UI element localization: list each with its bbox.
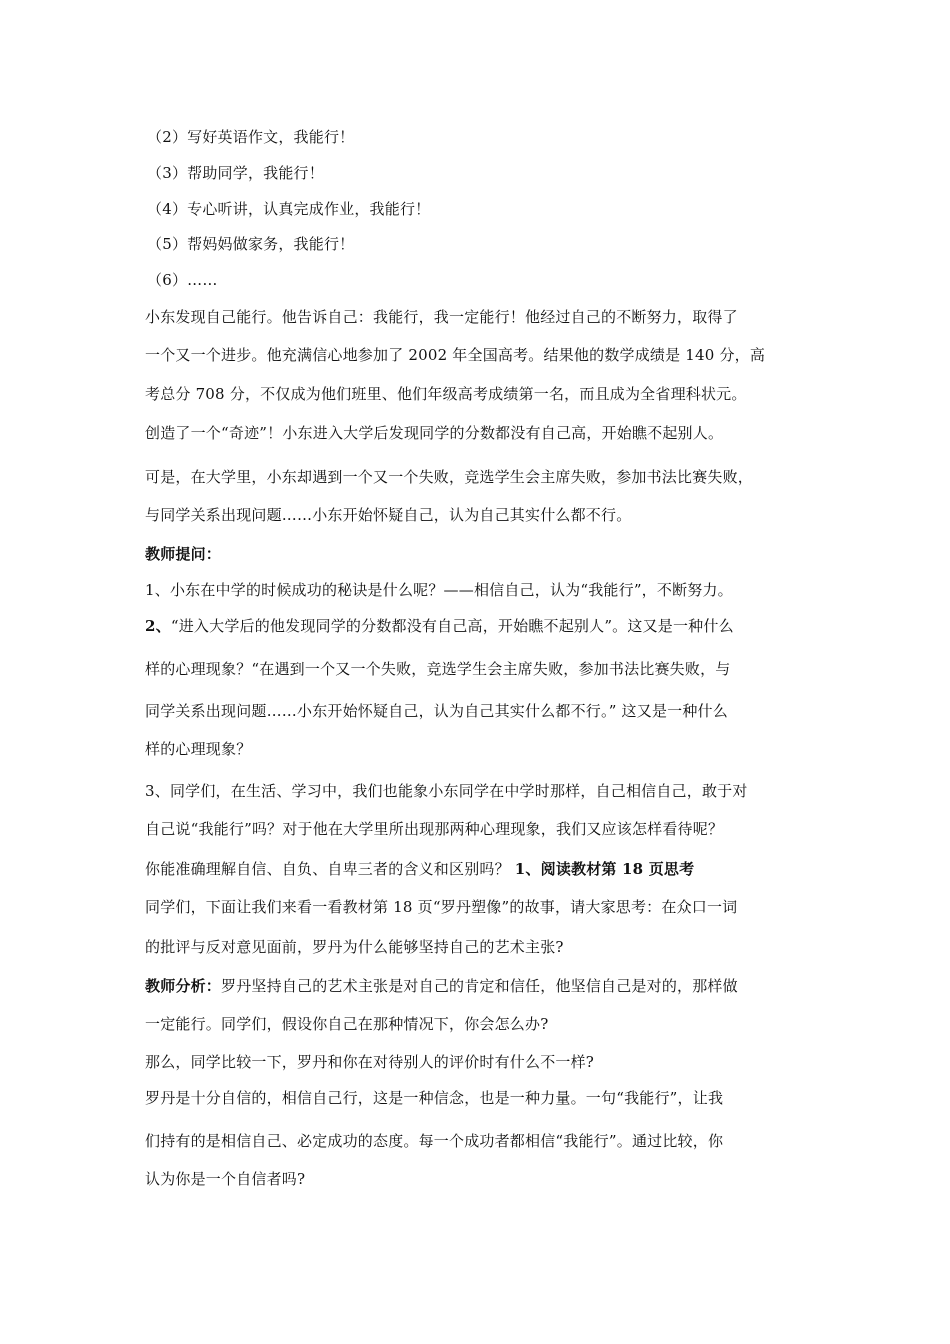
question-2-text: “进入大学后的他发现同学的分数都没有自己高，开始瞧不起别人”。这又是一种什么 xyxy=(170,617,734,635)
list-item: （3）帮助同学，我能行！ xyxy=(147,164,324,182)
teacher-analysis-text: 罗丹坚持自己的艺术主张是对自己的肯定和信任，他坚信自己是对的，那样做 xyxy=(221,977,738,995)
rodin-paragraph-line: 同学们，下面让我们来看一看教材第 18 页“罗丹塑像”的故事，请大家思考：在众口一词 xyxy=(145,898,738,916)
story-paragraph-line: 小东发现自己能行。他告诉自己：我能行，我一定能行！他经过自己的不断努力，取得了 xyxy=(145,308,738,326)
analysis-line: 一定能行。同学们，假设你自己在那种情况下，你会怎么办? xyxy=(145,1015,549,1033)
list-item: （6）…… xyxy=(147,271,218,289)
question-1: 1、小东在中学的时候成功的秘诀是什么呢？——相信自己，认为“我能行”，不断努力。 xyxy=(145,581,733,599)
question-2-line: 同学关系出现问题……小东开始怀疑自己，认为自己其实什么都不行。” 这又是一种什么 xyxy=(145,702,728,720)
story-paragraph-line: 一个又一个进步。他充满信心地参加了 2002 年全国高考。结果他的数学成绩是 140 分，高 xyxy=(145,346,766,364)
story-paragraph-line: 可是，在大学里，小东却遇到一个又一个失败，竞选学生会主席失败，参加书法比赛失败， xyxy=(145,468,754,486)
teacher-question-heading: 教师提问： xyxy=(145,545,222,563)
list-item: （4）专心听讲，认真完成作业，我能行！ xyxy=(147,200,431,218)
analysis-line: 认为你是一个自信者吗? xyxy=(145,1170,306,1188)
story-paragraph-line: 与同学关系出现问题……小东开始怀疑自己，认为自己其实什么都不行。 xyxy=(145,506,632,524)
question-2-line: 样的心理现象？ xyxy=(145,740,252,758)
question-2-first-line xyxy=(145,616,815,636)
reading-task-label: 1、阅读教材第 18 页思考 xyxy=(514,860,695,878)
question-3-line: 自己说“我能行”吗？对于他在大学里所出现那两种心理现象，我们又应该怎样看待呢？ xyxy=(145,820,724,838)
story-paragraph-line: 考总分 708 分，不仅成为他们班里、他们年级高考成绩第一名，而且成为全省理科状元。 xyxy=(145,385,747,403)
compare-question-line xyxy=(145,859,815,879)
analysis-line: 那么，同学比较一下，罗丹和你在对待别人的评价时有什么不一样? xyxy=(145,1053,595,1071)
question-3-line: 3、同学们，在生活、学习中，我们也能象小东同学在中学时那样，自己相信自己，敢于对 xyxy=(145,782,748,800)
list-item: （2）写好英语作文，我能行！ xyxy=(147,128,355,146)
analysis-line: 罗丹是十分自信的，相信自己行，这是一种信念，也是一种力量。一句“我能行”，让我 xyxy=(145,1089,724,1107)
teacher-analysis-line xyxy=(145,976,815,996)
teacher-analysis-label: 教师分析： xyxy=(145,977,222,995)
story-paragraph-line: 创造了一个“奇迹”！小东进入大学后发现同学的分数都没有自己高，开始瞧不起别人。 xyxy=(145,424,724,442)
rodin-paragraph-line: 的批评与反对意见面前，罗丹为什么能够坚持自己的艺术主张? xyxy=(145,938,564,956)
question-2-number: 2、 xyxy=(145,617,171,635)
analysis-line: 们持有的是相信自己、必定成功的态度。每一个成功者都相信“我能行”。通过比较，你 xyxy=(145,1132,724,1150)
compare-question-text: 你能准确理解自信、自负、自卑三者的含义和区别吗？ xyxy=(145,860,515,878)
question-2-line: 样的心理现象？“在遇到一个又一个失败，竞选学生会主席失败，参加书法比赛失败，与 xyxy=(145,660,731,678)
list-item: （5）帮妈妈做家务，我能行！ xyxy=(147,235,355,253)
